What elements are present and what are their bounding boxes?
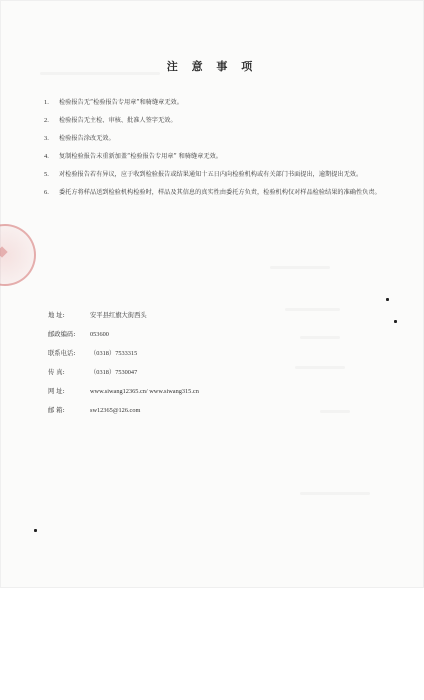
notice-item [44, 187, 384, 198]
notice-item [44, 169, 384, 180]
notice-number: 2. [44, 117, 49, 124]
contact-label: 联系电话: [48, 350, 76, 357]
contact-value: sw12365@126.com [90, 407, 141, 414]
contact-row-postcode [48, 329, 368, 348]
page-title: 注 意 事 项 [166, 60, 258, 73]
notice-item [44, 97, 384, 108]
notice-number: 4. [44, 153, 49, 160]
notice-text: 检验报告涂改无效。 [59, 135, 115, 142]
contact-value: （0318）7530047 [90, 369, 138, 376]
contact-label: 地 址: [48, 312, 65, 319]
scan-speck [386, 298, 389, 301]
notice-item [44, 151, 384, 162]
contact-value: 053600 [90, 331, 109, 338]
contact-row-website [48, 386, 368, 405]
notice-text: 委托方将样品送到检验机构检验时，样品及其信息的真实性由委托方负责，检验机构仅对样品检验结果的准确性负责。 [59, 189, 381, 196]
notice-item [44, 115, 384, 126]
contact-value: （0318）7533315 [90, 350, 138, 357]
red-seal-stamp-partial [0, 224, 36, 286]
scan-speck [34, 529, 37, 532]
contact-row-address [48, 310, 368, 329]
contact-label: 网 址: [48, 388, 65, 395]
contact-value: 安平县红旗大街西头 [90, 312, 147, 319]
notice-number: 5. [44, 171, 49, 178]
contact-row-email [48, 405, 368, 424]
notice-number: 3. [44, 135, 49, 142]
notice-text: 对检验报告若有异议，应于收到检验报告或结果通知十五日内向检验机构或有关部门书面提出，逾期提出无效。 [59, 171, 363, 178]
notice-number: 6. [44, 189, 49, 196]
notice-list [44, 97, 384, 205]
contact-row-phone [48, 348, 368, 367]
contact-info [48, 310, 368, 424]
notice-item [44, 133, 384, 144]
contact-label: 邮 箱: [48, 407, 65, 414]
contact-label: 邮政编码: [48, 331, 76, 338]
notice-text: 检验报告无“检验报告专用章”和骑缝章无效。 [59, 99, 183, 106]
contact-label: 传 真: [48, 369, 65, 376]
notice-text: 复制检验报告未重新加盖“检验报告专用章” 和骑缝章无效。 [59, 153, 222, 160]
scan-speck [394, 320, 397, 323]
contact-row-fax [48, 367, 368, 386]
notice-number: 1. [44, 99, 49, 106]
contact-value: www.siwang12365.cn/ www.siwang315.cn [90, 388, 199, 395]
notice-text: 检验报告无主检、审核、批准人签字无效。 [59, 117, 177, 124]
